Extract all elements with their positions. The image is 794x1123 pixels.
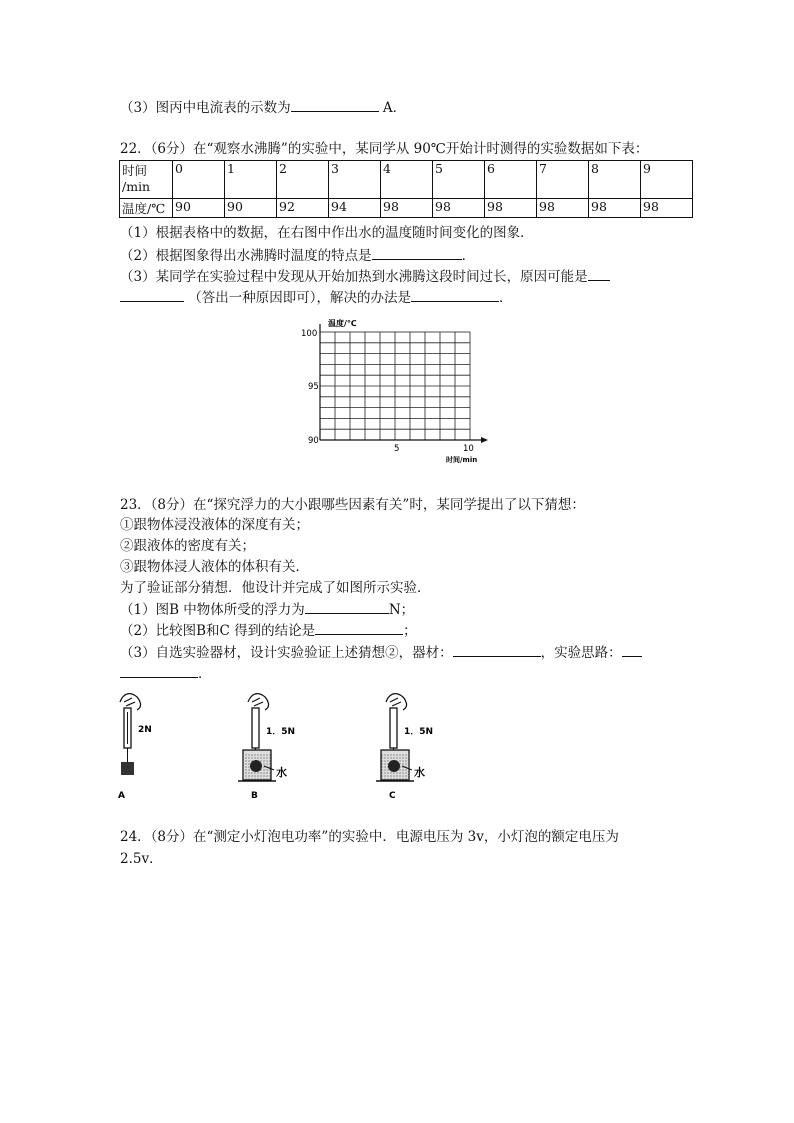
fig-c-label: C xyxy=(389,791,396,800)
fig-b-label: B xyxy=(251,791,258,800)
q23-header: 23．（8分）在“探究浮力的大小跟哪些因素有关”时，某同学提出了以下猜想： xyxy=(120,497,585,513)
temp-cell: 90 xyxy=(173,199,225,218)
q23-figure-b xyxy=(236,688,316,800)
time-cell: 7 xyxy=(537,161,589,199)
q24-line2: 2.5v． xyxy=(120,851,163,867)
weight-block-icon xyxy=(121,762,134,775)
q24-line1: 24．（8分）在“测定小灯泡电功率”的实验中．电源电压为 3v，小灯泡的额定电压为 xyxy=(120,829,619,845)
q23-figure-a xyxy=(112,688,172,800)
temp-cell: 98 xyxy=(433,199,485,218)
q22-part3-end: ． xyxy=(499,290,513,306)
graph-x-label: 时间/min xyxy=(446,456,478,464)
q22-part2-end: ． xyxy=(461,248,476,264)
time-cell: 0 xyxy=(173,161,225,199)
graph-y-tick-100: 100 xyxy=(301,329,318,339)
spring-scale-icon xyxy=(252,708,259,748)
temp-cell: 98 xyxy=(641,199,693,218)
temp-cell: 92 xyxy=(277,199,329,218)
temp-cell: 98 xyxy=(485,199,537,218)
temp-cell: 98 xyxy=(381,199,433,218)
q22-part3-b xyxy=(120,288,513,307)
fig-a-label: A xyxy=(118,791,125,800)
fig-a-reading: 2N xyxy=(138,725,152,735)
graph-y-label: 温度/℃ xyxy=(328,319,357,328)
time-cell: 3 xyxy=(329,161,381,199)
q23-part3 xyxy=(120,643,642,662)
q21-part3 xyxy=(120,98,406,117)
graph-x-tick-5: 5 xyxy=(394,444,400,454)
q23-part1 xyxy=(120,600,414,619)
submerged-block-icon xyxy=(250,760,262,772)
q22-part3-a xyxy=(120,267,610,286)
q23-p3-blank-c[interactable] xyxy=(120,664,198,678)
q23-p3-blank-b[interactable] xyxy=(622,643,642,657)
graph-y-tick-95: 95 xyxy=(308,382,319,392)
time-cell: 4 xyxy=(381,161,433,199)
fig-b-reading: 1．5N xyxy=(266,727,296,737)
q21-part3-unit: A． xyxy=(382,100,407,116)
q22-part2-text: （2）根据图象得出水沸腾时温度的特点是 xyxy=(120,248,372,264)
temp-header-cell: 温度/℃ xyxy=(120,199,173,218)
q22-p3-blank-b[interactable] xyxy=(120,288,184,302)
q23-hypothesis-3: ③跟物体浸人液体的体积有关． xyxy=(120,559,309,575)
q22-part3-text: （3）某同学在实验过程中发现从开始加热到水沸腾这段时间过长，原因可能是 xyxy=(120,269,588,285)
time-cell: 1 xyxy=(225,161,277,199)
time-cell: 6 xyxy=(485,161,537,199)
time-cell: 8 xyxy=(589,161,641,199)
q21-part3-text: （3）图丙中电流表的示数为 xyxy=(120,100,291,116)
fig-c-liquid: 水 xyxy=(414,766,425,779)
q23-part3-end: ． xyxy=(198,666,212,682)
q23-p2-blank[interactable] xyxy=(315,621,403,635)
temp-cell: 94 xyxy=(329,199,381,218)
q23-hypothesis-2: ②跟液体的密度有关； xyxy=(120,538,255,554)
time-label: 时间 xyxy=(122,163,148,178)
q23-figure-c xyxy=(372,688,452,800)
time-header-cell xyxy=(120,161,173,199)
q22-data-table xyxy=(119,160,693,218)
q23-part3-mid: ，实验思路： xyxy=(540,645,622,661)
q22-p3-blank-c[interactable] xyxy=(411,288,499,302)
q22-temperature-graph xyxy=(298,318,498,468)
temp-cell: 98 xyxy=(589,199,641,218)
q23-part2-end: ； xyxy=(403,623,417,639)
table-row-time xyxy=(120,161,693,199)
graph-grid xyxy=(320,332,470,440)
q23-part1-unit: N； xyxy=(388,602,415,618)
q23-part3-cont xyxy=(120,664,212,683)
table-row-temp xyxy=(120,199,693,218)
graph-x-tick-10: 10 xyxy=(463,444,474,454)
q22-part1: （1）根据表格中的数据，在右图中作出水的温度随时间变化的图象． xyxy=(120,225,534,241)
graph-axes xyxy=(320,324,488,443)
q22-p3-blank-a[interactable] xyxy=(588,267,610,281)
temp-cell: 98 xyxy=(537,199,589,218)
time-cell: 2 xyxy=(277,161,329,199)
time-cell: 5 xyxy=(433,161,485,199)
q23-p1-blank[interactable] xyxy=(305,600,389,614)
graph-y-tick-90: 90 xyxy=(308,436,319,446)
q22-part3-b-text: （答出一种原因即可），解决的办法是 xyxy=(188,290,412,306)
spring-scale-icon xyxy=(390,708,397,748)
time-unit-label: /min xyxy=(122,179,151,194)
fig-c-reading: 1．5N xyxy=(404,727,434,737)
time-cell: 9 xyxy=(641,161,693,199)
q23-part1-text: （1）图B 中物体所受的浮力为 xyxy=(120,602,305,618)
q21-answer-blank[interactable] xyxy=(291,98,379,112)
q22-part2 xyxy=(120,246,475,265)
temp-cell: 90 xyxy=(225,199,277,218)
q22-header: 22．（6分）在“观察水沸腾”的实验中，某同学从 90℃开始计时测得的实验数据如下表： xyxy=(120,141,649,157)
q23-p3-blank-a[interactable] xyxy=(453,643,541,657)
q23-part2-text: （2）比较图B和C 得到的结论是 xyxy=(120,623,316,639)
submerged-block-icon xyxy=(388,760,400,772)
q23-part3-text: （3）自选实验器材，设计实验验证上述猜想②，器材： xyxy=(120,645,453,661)
q23-part2 xyxy=(120,621,417,640)
fig-b-liquid: 水 xyxy=(276,766,287,779)
q23-hypothesis-1: ①跟物体浸没液体的深度有关； xyxy=(120,517,309,533)
q22-p2-blank[interactable] xyxy=(372,246,462,260)
q23-intro: 为了验证部分猜想．他设计并完成了如图所示实验． xyxy=(120,580,431,596)
